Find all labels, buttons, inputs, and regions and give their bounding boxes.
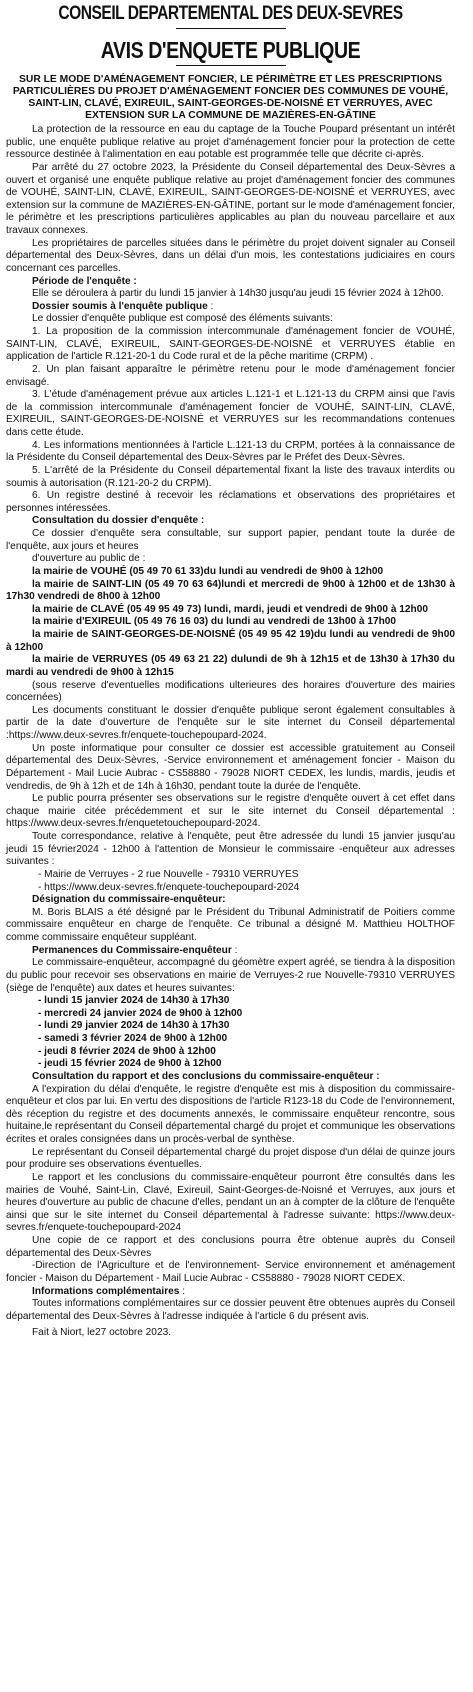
section-heading-periode: Période de l'enquête : [32, 275, 137, 287]
rapport-paragraph: Le représentant du Conseil départemental chargé du projet dispose d'un délai de quinze jours pour produire ses observations éventuelles. [6, 1146, 455, 1171]
complementaires-heading-label: Informations complémentaires [32, 1285, 180, 1297]
consultation-text: Ce dossier d'enquête sera consultable, sur support papier, pendant toute la durée de l'enquête, aux jours et heures [6, 528, 455, 552]
rapport-paragraph: Le rapport et les conclusions du commissaire-enquêteur pourront être consultés dans les mairies de Vouhé, Saint-Lin, Clavé, Exireuil, Saint-Georges-de-Noisné et Verruyes, aux jours et heures d'ouverture au public de chacune d'elles, pendant un an à compter de la clôture de l'enquête ainsi que sur le site internet du Conseil départemental à l'adresse suivante: https://www.deux-sevres.fr/enquete-touchepoupard-2024 [6, 1171, 455, 1234]
permanence-date: - lundi 15 janvier 2024 de 14h30 à 17h30 [38, 995, 230, 1007]
permanence-date: - samedi 3 février 2024 de 9h00 à 12h00 [38, 1033, 228, 1044]
periode-text: Elle se déroulera à partir du lundi 15 janvier à 14h30 jusqu'au jeudi 15 février 2024 à 12h00. [32, 288, 444, 300]
postal-address: - Mairie de Verruyes - 2 rue Nouvelle - 79310 VERRUYES [38, 868, 299, 880]
web-address: - https://www.deux-sevres.fr/enquete-touchepoupard-2024 [38, 881, 300, 893]
dossier-heading-label: Dossier soumis à l'enquête publique [32, 300, 208, 312]
section-heading-permanences [32, 945, 455, 958]
section-heading-dossier [32, 301, 455, 314]
permanence-date: - jeudi 15 février 2024 de 9h00 à 12h00 [38, 1058, 222, 1070]
consultation-text-continued: d'ouverture au public de : [32, 553, 146, 565]
complementaires-text: Toutes informations complémentaires sur ce dossier peuvent être obtenues auprès du Conseil départemental des Deux-Sèvres à l'adresse indiquée à l'article 6 du présent avis. [6, 1298, 455, 1322]
consultation-paragraph: Toute correspondance, relative à l'enquête, peut être adressée du lundi 15 janvier jusqu'au jeudi 15 février2024 - 12h00 à l'attention de Monsieur le commissaire -enquêteur aux adresses suivantes : [6, 831, 455, 868]
section-heading-complementaires [32, 1286, 455, 1299]
dossier-heading-suffix: : [207, 300, 214, 312]
mairie-hours: la mairie de CLAVÉ (05 49 95 49 73) lundi, mardi, jeudi et vendredi de 9h00 à 12h00 [32, 603, 428, 615]
notice-issuer: CONSEIL DEPARTEMENTAL DES DEUX-SEVRES [58, 3, 403, 24]
mairie-hours: la mairie de SAINT-LIN (05 49 70 63 64)lundi et mercredi de 9h00 à 12h00 et de 13h30 à 17h30 vendredi de 8h00 à 12h00 [6, 578, 455, 603]
intro-paragraph: Les propriétaires de parcelles situées dans le périmètre du projet doivent signaler au Conseil départemental des Deux-Sèvres, dans un délai d'un mois, les contestations judiciaires en cours concernant ces parcelles. [6, 237, 455, 274]
signature-line: Fait à Niort, le27 octobre 2023. [32, 1327, 172, 1339]
permanences-heading-label: Permanences du Commissaire-enquêteur [32, 944, 232, 956]
hours-note: (sous reserve d'eventuelles modifications ulterieures des horaires d'ouverture des mairies concernées) [6, 679, 455, 704]
intro-paragraph: Par arrêté du 27 octobre 2023, la Présidente du Conseil départemental des Deux-Sèvres a ouvert et organisé une enquête publique relative au projet d'aménagement foncier des communes de VOUHÉ, SAINT-LIN, CLAVÉ, EXIREUIL, SAINT-GEORGES-DE-NOISNÉ et VERRUYES, avec extension sur la commune de MAZIÈRES-EN-GÂTINE, portant sur le mode d'aménagement foncier, le périmètre et les prescriptions particulières applicables au plan du nouveau parcellaire et aux travaux connexes. [6, 161, 455, 236]
dossier-intro: Le dossier d'enquête publique est composé des éléments suivants: [32, 313, 333, 325]
mairie-hours: la mairie de VOUHÉ (05 49 70 61 33)du lundi au vendredi de 9h00 à 12h00 [32, 565, 384, 577]
complementaires-heading-suffix: : [179, 1285, 186, 1297]
consultation-paragraph: Un poste informatique pour consulter ce dossier est accessible gratuitement au Conseil départemental des Deux-Sèvres, -Service environnement et aménagement foncier - Maison du Département - Mail Lucie Aubrac - CS58880 - 79028 NIORT CEDEX, les lundis, mardis, jeudis et vendredis, de 9h à 12h et de 14h à 16h30, pendant toute la durée de l'enquête. [6, 742, 455, 792]
notice-title: AVIS D'ENQUETE PUBLIQUE [100, 37, 361, 63]
rapport-paragraph: -Direction de l'Agriculture et de l'environnement- Service environnement et aménagement foncier - Maison du Département - Mail Lucie Aubrac - CS58880 - 79028 NIORT CEDEX. [6, 1260, 455, 1284]
permanence-date: - jeudi 8 février 2024 de 9h00 à 12h00 [38, 1045, 216, 1057]
dossier-item: 1. La proposition de la commission intercommunale d'aménagement foncier de VOUHÉ, SAINT-LIN, CLAVÉ, EXIREUIL, SAINT-GEORGES-DE-NOISNÉ et VERRUYES établie en application de l'article R.121-20-1 du Code rural et de la pêche maritime (CRPM) . [6, 326, 455, 363]
mairie-hours: la mairie de SAINT-GEORGES-DE-NOISNÉ (05 49 95 42 19)du lundi au vendredi de 9h00 à 12h00 [6, 629, 455, 653]
rapport-paragraph: Une copie de ce rapport et des conclusions pourra être obtenue auprès du Conseil départemental des Deux-Sèvres [6, 1235, 455, 1259]
divider [176, 65, 286, 66]
permanence-date: - mercredi 24 janvier 2024 de 9h00 à 12h00 [38, 1007, 243, 1019]
consultation-paragraph: Le public pourra présenter ses observations sur le registre d'enquête ouvert à cet effet dans chaque mairie citée précédemment et sur le site internet du Conseil départemental : https://www.deux-sevres.fr/enquetetouchepoupard-2024. [6, 793, 455, 830]
section-heading-designation: Désignation du commissaire-enquêteur: [32, 894, 226, 906]
dossier-item: 2. Un plan faisant apparaître le périmètre retenu pour le mode d'aménagement foncier envisagé. [6, 363, 455, 388]
permanences-heading-suffix: : [231, 944, 238, 956]
section-heading-consultation: Consultation du dossier d'enquête : [32, 515, 205, 527]
mairie-hours: la mairie de VERRUYES (05 49 63 21 22) dulundi de 9h à 12h15 et de 13h30 à 17h30 du mardi au vendredi de 9h00 à 12h15 [6, 654, 455, 678]
section-heading-rapport: Consultation du rapport et des conclusions du commissaire-enquêteur : [32, 1070, 380, 1082]
permanence-date: - lundi 29 janvier 2024 de 14h30 à 17h30 [38, 1020, 230, 1032]
intro-paragraph: La protection de la ressource en eau du captage de la Touche Poupard présentant un intérêt public, une enquête publique relative au projet d'aménagement foncier pour la protection de cette ressource destinée à l'alimentation en eau potable est programmée telle que décrite ci-après. [6, 124, 455, 161]
permanences-text: Le commissaire-enquêteur, accompagné du géomètre expert agréé, se tiendra à la disposition du public pour recevoir ses observations en mairie de Verruyes-2 rue Nouvelle-79310 VERRUYES (siège de l'enquête) aux dates et heures suivantes: [6, 957, 455, 994]
rapport-paragraph: A l'expiration du délai d'enquête, le registre d'enquête est mis à disposition du commissaire-enquêteur et clos par lui. En vertu des dispositions de l'article R123-18 du Code de l'environnement, dès réception du registre et des documents annexés, le commissaire enquêteur rencontre, sous huitaine,le représentant du Conseil départemental chargé du projet et communique les observations écrites et orales consignées dans un procès-verbal de synthèse. [6, 1083, 455, 1145]
dossier-item: 6. Un registre destiné à recevoir les réclamations et observations des propriétaires et personnes intéressées. [6, 490, 455, 514]
dossier-item: 5. L'arrêté de la Présidente du Conseil départemental fixant la liste des travaux interdits ou soumis à autorisation (R.121-20-2 du CRPM). [6, 464, 455, 489]
divider [176, 28, 286, 29]
designation-text: M. Boris BLAIS a été désigné par le Président du Tribunal Administratif de Poitiers comme commissaire enquêteur en charge de l'enquête. Ce tribunal a désigné M. Matthieu HOLTHOF comme commissaire enquêteur suppléant. [6, 906, 455, 943]
mairie-hours: la mairie d'EXIREUIL (05 49 76 16 03) du lundi au vendredi de 13h00 à 17h00 [32, 616, 397, 628]
notice-subject: SUR LE MODE D'AMÉNAGEMENT FONCIER, LE PÉRIMÈTRE ET LES PRESCRIPTIONS PARTICULIÈRES DU PROJET D'AMÉNAGEMENT FONCIER DES COMMUNES DE VOUHÉ, SAINT-LIN, CLAVÉ, EXIREUIL, SAINT-GEORGES-DE-NOISNÉ ET VERRUYES, AVEC EXTENSION SUR LA COMMUNE DE MAZIÈRES-EN-GÂTINE [12, 74, 449, 121]
dossier-item: 3. L'étude d'aménagement prévue aux articles L.121-1 et L.121-13 du CRPM ainsi que l'avis de la commission intercommunale d'aménagement foncier de VOUHÉ, SAINT-LIN, CLAVÉ, EXIREUIL, SAINT-GEORGES-DE-NOISNÉ et VERRUYES sur les recommandations contenues dans cette étude. [6, 389, 455, 438]
consultation-paragraph: Les documents constituant le dossier d'enquête publique seront également consultables à partir de la date d'ouverture de l'enquête sur le site internet du Conseil départemental :https://www.deux-sevres.fr/enquete-touchepoupard-2024. [6, 704, 455, 741]
dossier-item: 4. Les informations mentionnées à l'article L.121-13 du CRPM, portées à la connaissance de la Présidente du Conseil départemental des Deux-Sèvres par le Préfet des Deux-Sèvres. [6, 439, 455, 464]
